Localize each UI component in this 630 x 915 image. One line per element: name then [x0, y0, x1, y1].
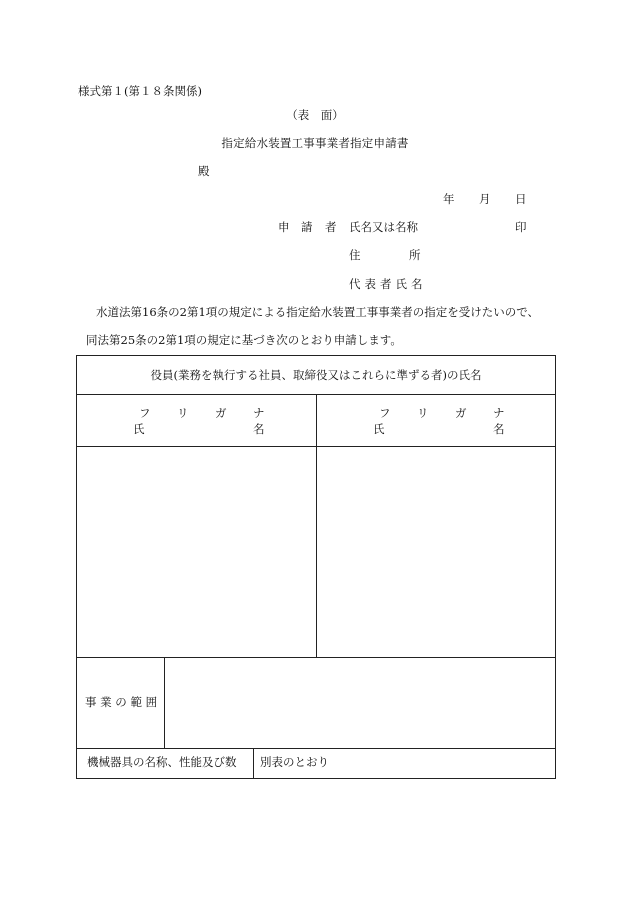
date-month-label: 月	[479, 192, 491, 206]
date-day-label: 日	[515, 192, 527, 206]
business-scope-label: 事 業 の 範 囲	[85, 695, 158, 709]
name-char: 名	[493, 422, 505, 436]
business-scope-field[interactable]	[166, 658, 554, 747]
furigana-char: ガ	[455, 406, 467, 420]
table-rule	[164, 657, 165, 748]
name-char: 氏	[133, 422, 145, 436]
furigana-char: ガ	[215, 406, 227, 420]
addressee-suffix: 殿	[198, 164, 210, 178]
side-label: （表 面）	[286, 108, 344, 122]
applicant-label-char-3: 者	[325, 220, 337, 234]
body-text-line-2: 同法第25条の2第1項の規定に基づき次のとおり申請します。	[86, 333, 402, 347]
equipment-value: 別表のとおり	[260, 755, 329, 769]
officer-name-field-right[interactable]	[317, 447, 555, 656]
officer-name-field-left[interactable]	[77, 447, 315, 656]
furigana-char: ナ	[253, 406, 265, 420]
officers-header: 役員(業務を執行する社員、取締役又はこれらに準ずる者)の氏名	[150, 368, 482, 382]
applicant-label-char-1: 申	[278, 220, 290, 234]
name-char: 名	[253, 422, 265, 436]
address-label-char-2: 所	[409, 248, 421, 262]
equipment-label: 機械器具の名称、性能及び数	[87, 755, 237, 769]
furigana-char: フ	[139, 406, 151, 420]
date-year-label: 年	[443, 192, 455, 206]
furigana-char: ナ	[493, 406, 505, 420]
applicant-name-label: 氏名又は名称	[349, 220, 418, 234]
representative-label: 代表者氏名	[349, 277, 427, 291]
table-rule	[253, 748, 254, 778]
table-rule	[77, 748, 555, 749]
address-label-char-1: 住	[349, 248, 361, 262]
furigana-char: リ	[177, 406, 189, 420]
document-title: 指定給水装置工事事業者指定申請書	[221, 136, 409, 150]
officers-table	[76, 355, 556, 779]
form-number: 様式第１(第１８条関係)	[78, 84, 202, 98]
name-char: 氏	[373, 422, 385, 436]
furigana-char: リ	[417, 406, 429, 420]
applicant-label-char-2: 請	[301, 220, 313, 234]
body-text-line-1: 水道法第16条の2第1項の規定による指定給水装置工事事業者の指定を受けたいので、	[96, 305, 540, 319]
furigana-char: フ	[379, 406, 391, 420]
seal-mark: 印	[515, 220, 527, 234]
